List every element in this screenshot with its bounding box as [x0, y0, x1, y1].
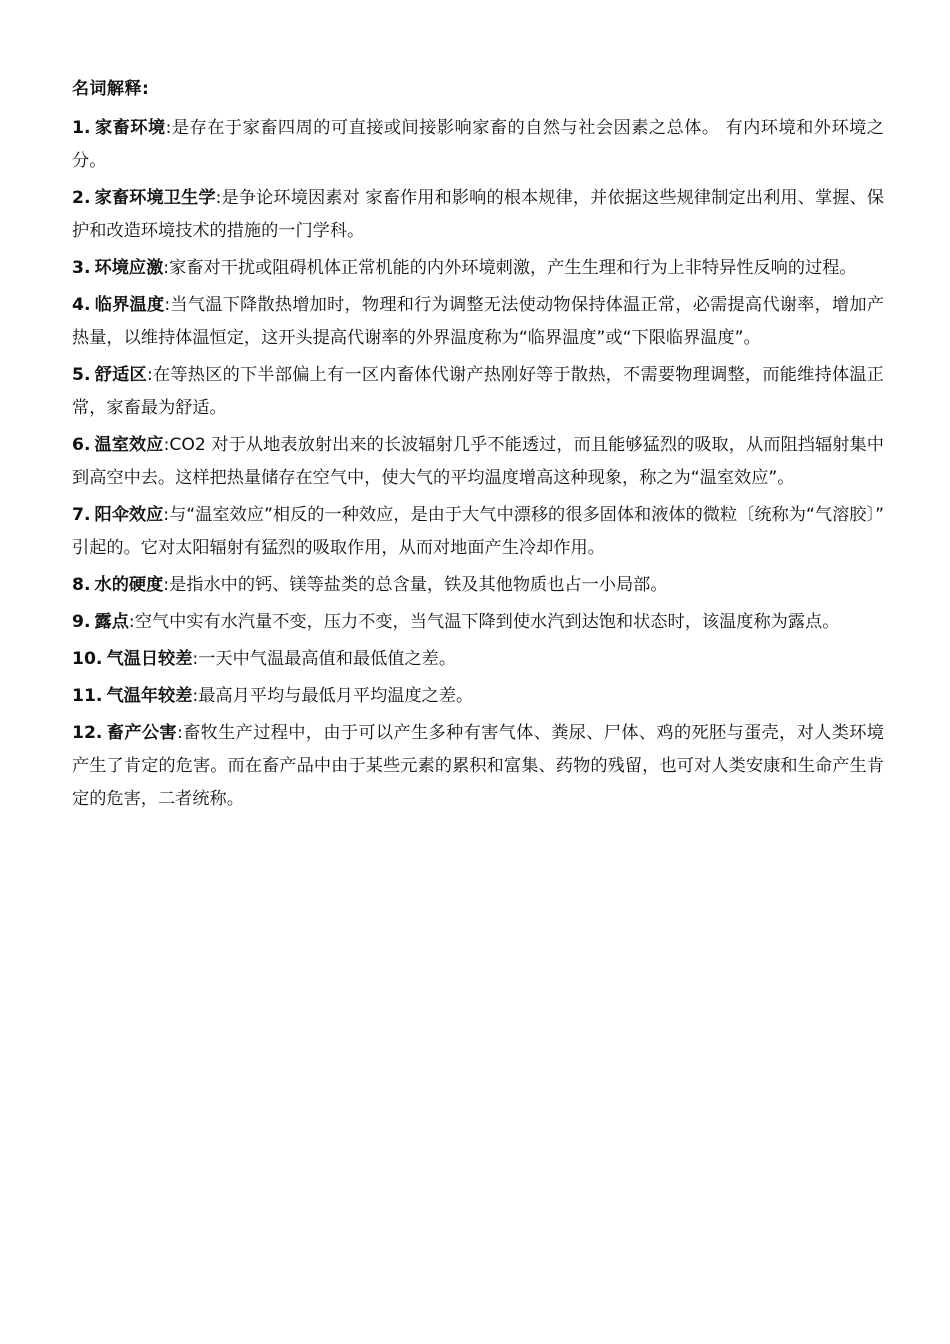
entry-definition: 空气中实有水汽量不变，压力不变，当气温下降到使水汽到达饱和状态时，该温度称为露点。: [134, 612, 840, 632]
definition-entry-8: [72, 569, 884, 602]
entry-separator: :: [163, 435, 170, 455]
entry-separator: :: [192, 686, 199, 706]
definition-entry-5: [72, 359, 884, 425]
entry-definition: 一天中气温最高值和最低值之差。: [198, 649, 457, 669]
entry-term: 温室效应: [94, 435, 164, 455]
entry-number: 2.: [72, 188, 91, 208]
entry-definition: 最高月平均与最低月平均温度之差。: [198, 686, 474, 706]
entry-separator: :: [146, 365, 153, 385]
entry-number: 10.: [72, 649, 103, 669]
entry-number: 11.: [72, 686, 103, 706]
entry-number: 12.: [72, 723, 103, 743]
definition-entry-6: [72, 429, 884, 495]
entry-definition: 是争论环境因素对 家畜作用和影响的根本规律，并依据这些规律制定出利用、掌握、保护和改造环境技术的措施的一门学科。: [72, 188, 884, 241]
entry-separator: :: [163, 505, 170, 525]
entry-number: 1.: [72, 118, 91, 138]
entry-separator: :: [215, 188, 222, 208]
entry-separator: :: [192, 649, 199, 669]
entry-definition: 是指水中的钙、镁等盐类的总含量，铁及其他物质也占一小局部。: [169, 575, 668, 595]
entry-definition: 与“温室效应”相反的一种效应，是由于大气中漂移的很多固体和液体的微粒〔统称为“气溶胶〕” 引起的。它对太阳辐射有猛烈的吸取作用，从而对地面产生冷却作用。: [72, 505, 884, 558]
entry-term: 水的硬度: [94, 575, 164, 595]
definition-entry-1: [72, 112, 884, 178]
entry-definition: 在等热区的下半部偏上有一区内畜体代谢产热刚好等于散热，不需要物理调整，而能维持体温正常，家畜最为舒适。: [72, 365, 884, 418]
entry-number: 9.: [72, 612, 91, 632]
entry-number: 3.: [72, 258, 91, 278]
definition-entry-11: [72, 680, 884, 713]
entry-term: 气温日较差: [106, 649, 193, 669]
entry-number: 4.: [72, 295, 91, 315]
definition-entry-4: [72, 289, 884, 355]
entry-number: 8.: [72, 575, 91, 595]
entry-term: 临界温度: [94, 295, 165, 315]
definition-entry-7: [72, 499, 884, 565]
entry-term: 露点: [94, 612, 129, 632]
entry-term: 环境应激: [94, 258, 164, 278]
definition-entry-9: [72, 606, 884, 639]
entry-separator: :: [164, 295, 171, 315]
entry-number: 5.: [72, 365, 91, 385]
entry-term: 家畜环境: [94, 118, 166, 138]
definition-entry-10: [72, 643, 884, 676]
definition-entry-12: [72, 717, 884, 816]
entry-number: 6.: [72, 435, 91, 455]
definition-entry-3: [72, 252, 884, 285]
entry-number: 7.: [72, 505, 91, 525]
entry-definition: CO2 对于从地表放射出来的长波辐射几乎不能透过，而且能够猛烈的吸取，从而阻挡辐射集中到高空中去。这样把热量储存在空气中，使大气的平均温度增高这种现象，称之为“温室效应”。: [72, 435, 884, 488]
entry-term: 阳伞效应: [94, 505, 164, 525]
entry-term: 家畜环境卫生学: [94, 188, 216, 208]
section-heading: 名词解释:: [72, 79, 150, 99]
entry-separator: :: [163, 575, 170, 595]
entry-term: 气温年较差: [106, 686, 193, 706]
entry-term: 畜产公害: [106, 723, 177, 743]
definition-entry-2: [72, 182, 884, 248]
document-page: [72, 76, 884, 820]
entry-separator: :: [128, 612, 135, 632]
entry-separator: :: [165, 118, 172, 138]
entry-definition: 畜牧生产过程中，由于可以产生多种有害气体、粪尿、尸体、鸡的死胚与蛋壳，对人类环境产生了肯定的危害。而在畜产品中由于某些元素的累积和富集、药物的残留，也可对人类安康和生命产生肯定的危害，二者统称。: [72, 723, 884, 809]
entry-definition: 当气温下降散热增加时，物理和行为调整无法使动物保持体温正常，必需提高代谢率，增加产热量，以维持体温恒定，这开头提高代谢率的外界温度称为“临界温度”或“下限临界温度”。: [72, 295, 884, 348]
entry-term: 舒适区: [94, 365, 147, 385]
entry-definition: 家畜对干扰或阻碍机体正常机能的内外环境刺激，产生生理和行为上非特异性反响的过程。: [169, 258, 857, 278]
entry-separator: :: [163, 258, 170, 278]
entry-definition: 是存在于家畜四周的可直接或间接影响家畜的自然与社会因素之总体。 有内环境和外环境之分。: [72, 118, 884, 171]
entry-separator: :: [176, 723, 183, 743]
